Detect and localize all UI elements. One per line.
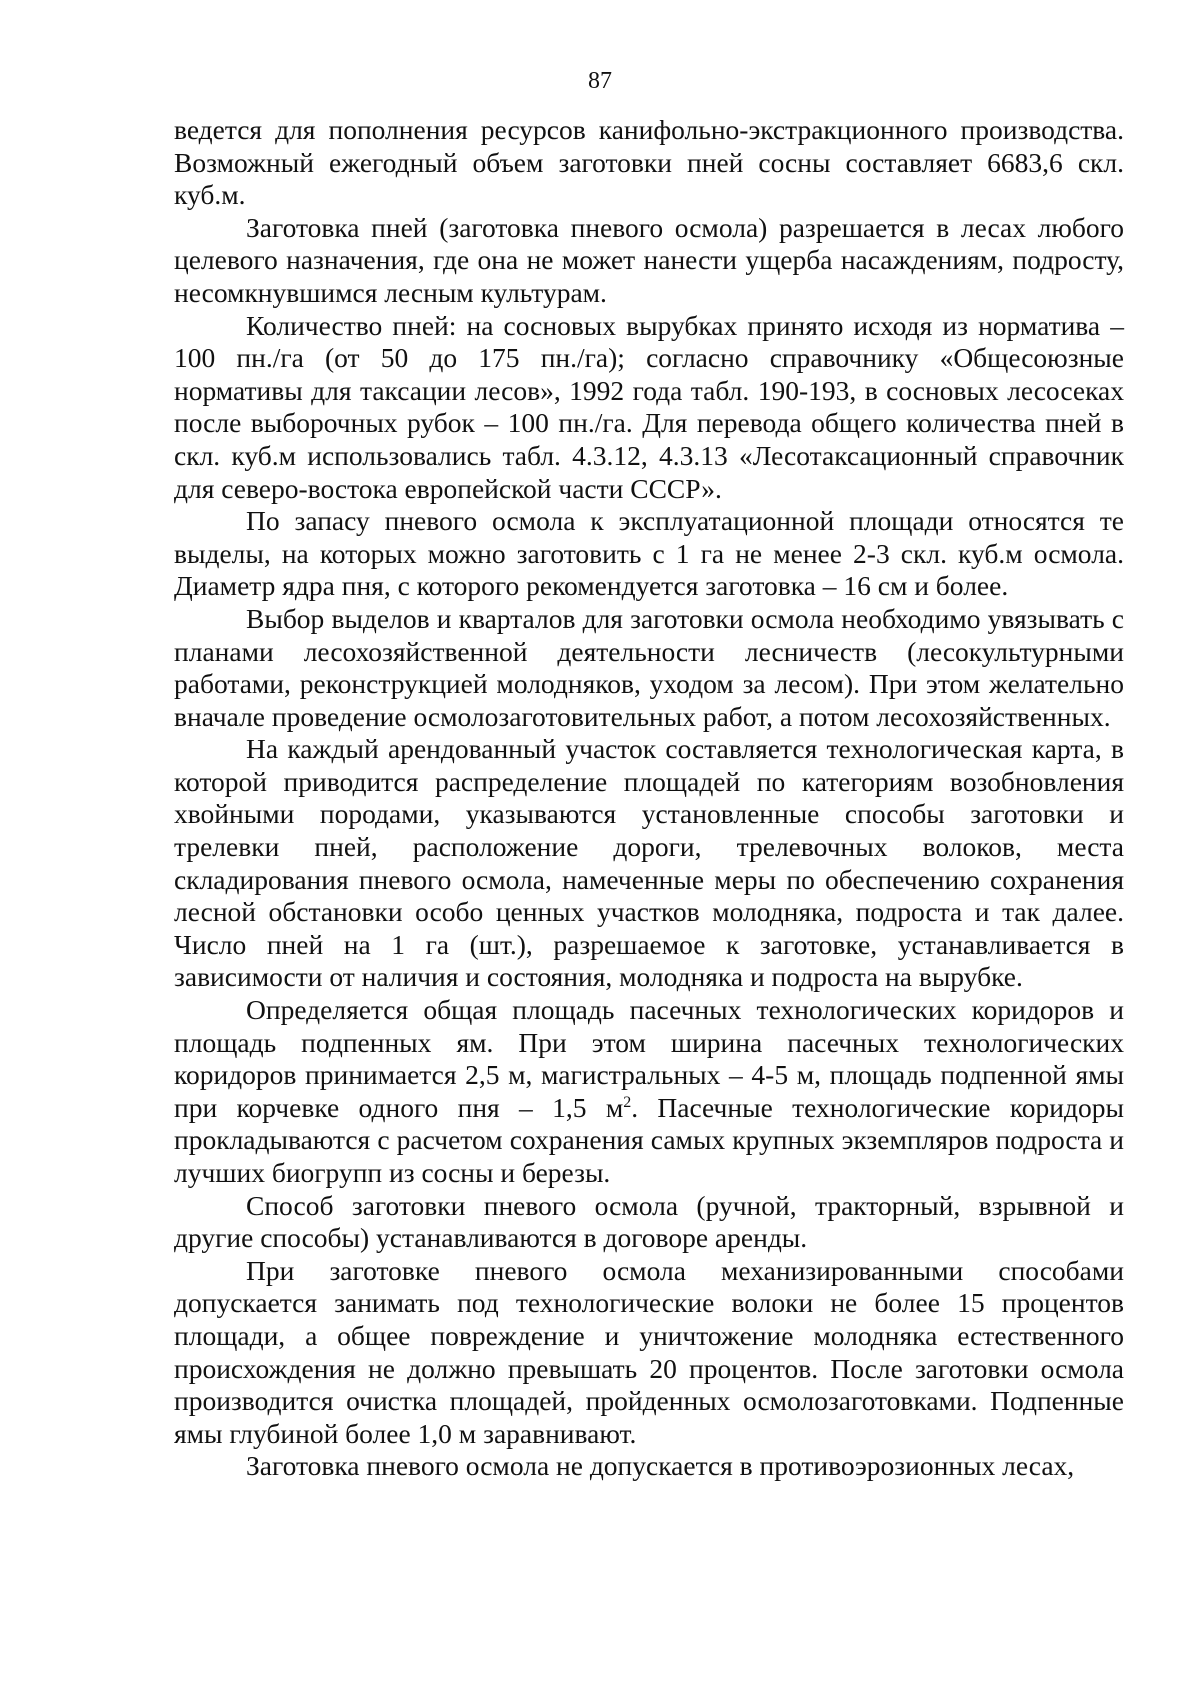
paragraph-7 [174,994,1124,1190]
paragraph-10: Заготовка пневого осмола не допускается в противоэрозионных лесах, [246,1450,1075,1482]
paragraph-4: По запасу пневого осмола к эксплуатационной площади относятся те выделы, на которых можно заготовить с 1 га не менее 2-3 скл. куб.м осмола. Диаметр ядра пня, с которого рекомендуется заготовка – 16 см и более. [174,505,1124,602]
page-number: 87 [588,68,612,94]
paragraph-2: Заготовка пней (заготовка пневого осмола) разрешается в лесах любого целевого назначения, где она не может нанести ущерба насаждениям, подросту, несомкнувшимся лесным культурам. [174,211,1124,308]
paragraph-6: На каждый арендованный участок составляется технологическая карта, в которой приводится распределение площадей по категориям возобновления хвойными породами, указываются установленные способы заготовки и трелевки пней, расположение дороги, трелевочных волоков, места складирования пневого осмола, намеченные меры по обеспечению сохранения лесной обстановки особо ценных участков молодняка, подроста и так далее. Число пней на 1 га (шт.), разрешаемое к заготовке, устанавливается в зависимости от наличия и состояния, молодняка и подроста на вырубке. [174,733,1124,993]
paragraph-8: Способ заготовки пневого осмола (ручной, тракторный, взрывной и другие способы) устанавливаются в договоре аренды. [174,1189,1124,1254]
paragraph-7-text-b: . Пасечные технологические коридоры прокладываются с расчетом сохранения самых крупных экземпляров подроста и лучших биогрупп из сосны и березы. [174,1091,1124,1188]
document-body [174,114,1124,1483]
paragraph-3: Количество пней: на сосновых вырубках принято исходя из норматива – 100 пн./га (от 50 до 175 пн./га); согласно справочнику «Общесоюзные нормативы для таксации лесов», 1992 года табл. 190-193, в сосновых лесосеках после выборочных рубок – 100 пн./га. Для перевода общего количества пней в скл. куб.м использовались табл. 4.3.12, 4.3.13 «Лесотаксационный справочник для северо-востока европейской части СССР». [174,309,1124,504]
superscript-exponent: 2 [623,1093,632,1111]
paragraph-5: Выбор выделов и кварталов для заготовки осмола необходимо увязывать с планами лесохозяйственной деятельности лесничеств (лесокультурными работами, реконструкцией молодняков, уходом за лесом). При этом желательно вначале проведение осмолозаготовительных работ, а потом лесохозяйственных. [174,602,1124,732]
paragraph-9: При заготовке пневого осмола механизированными способами допускается занимать под технологические волоки не более 15 процентов площади, а общее повреждение и уничтожение молодняка естественного происхождения не должно превышать 20 процентов. После заготовки осмола производится очистка площадей, пройденных осмолозаготовками. Подпенные ямы глубиной более 1,0 м заравнивают. [174,1254,1124,1449]
paragraph-7-text-a: Определяется общая площадь пасечных технологических коридоров и площадь подпенных ям. При этом ширина пасечных технологических коридоров принимается 2,5 м, магистральных – 4-5 м, площадь подпенной ямы при корчевке одного пня – 1,5 м [174,994,1124,1123]
paragraph-1: ведется для пополнения ресурсов канифольно-экстракционного производства. Возможный ежегодный объем заготовки пней сосны составляет 6683,6 скл. куб.м. [174,114,1124,211]
